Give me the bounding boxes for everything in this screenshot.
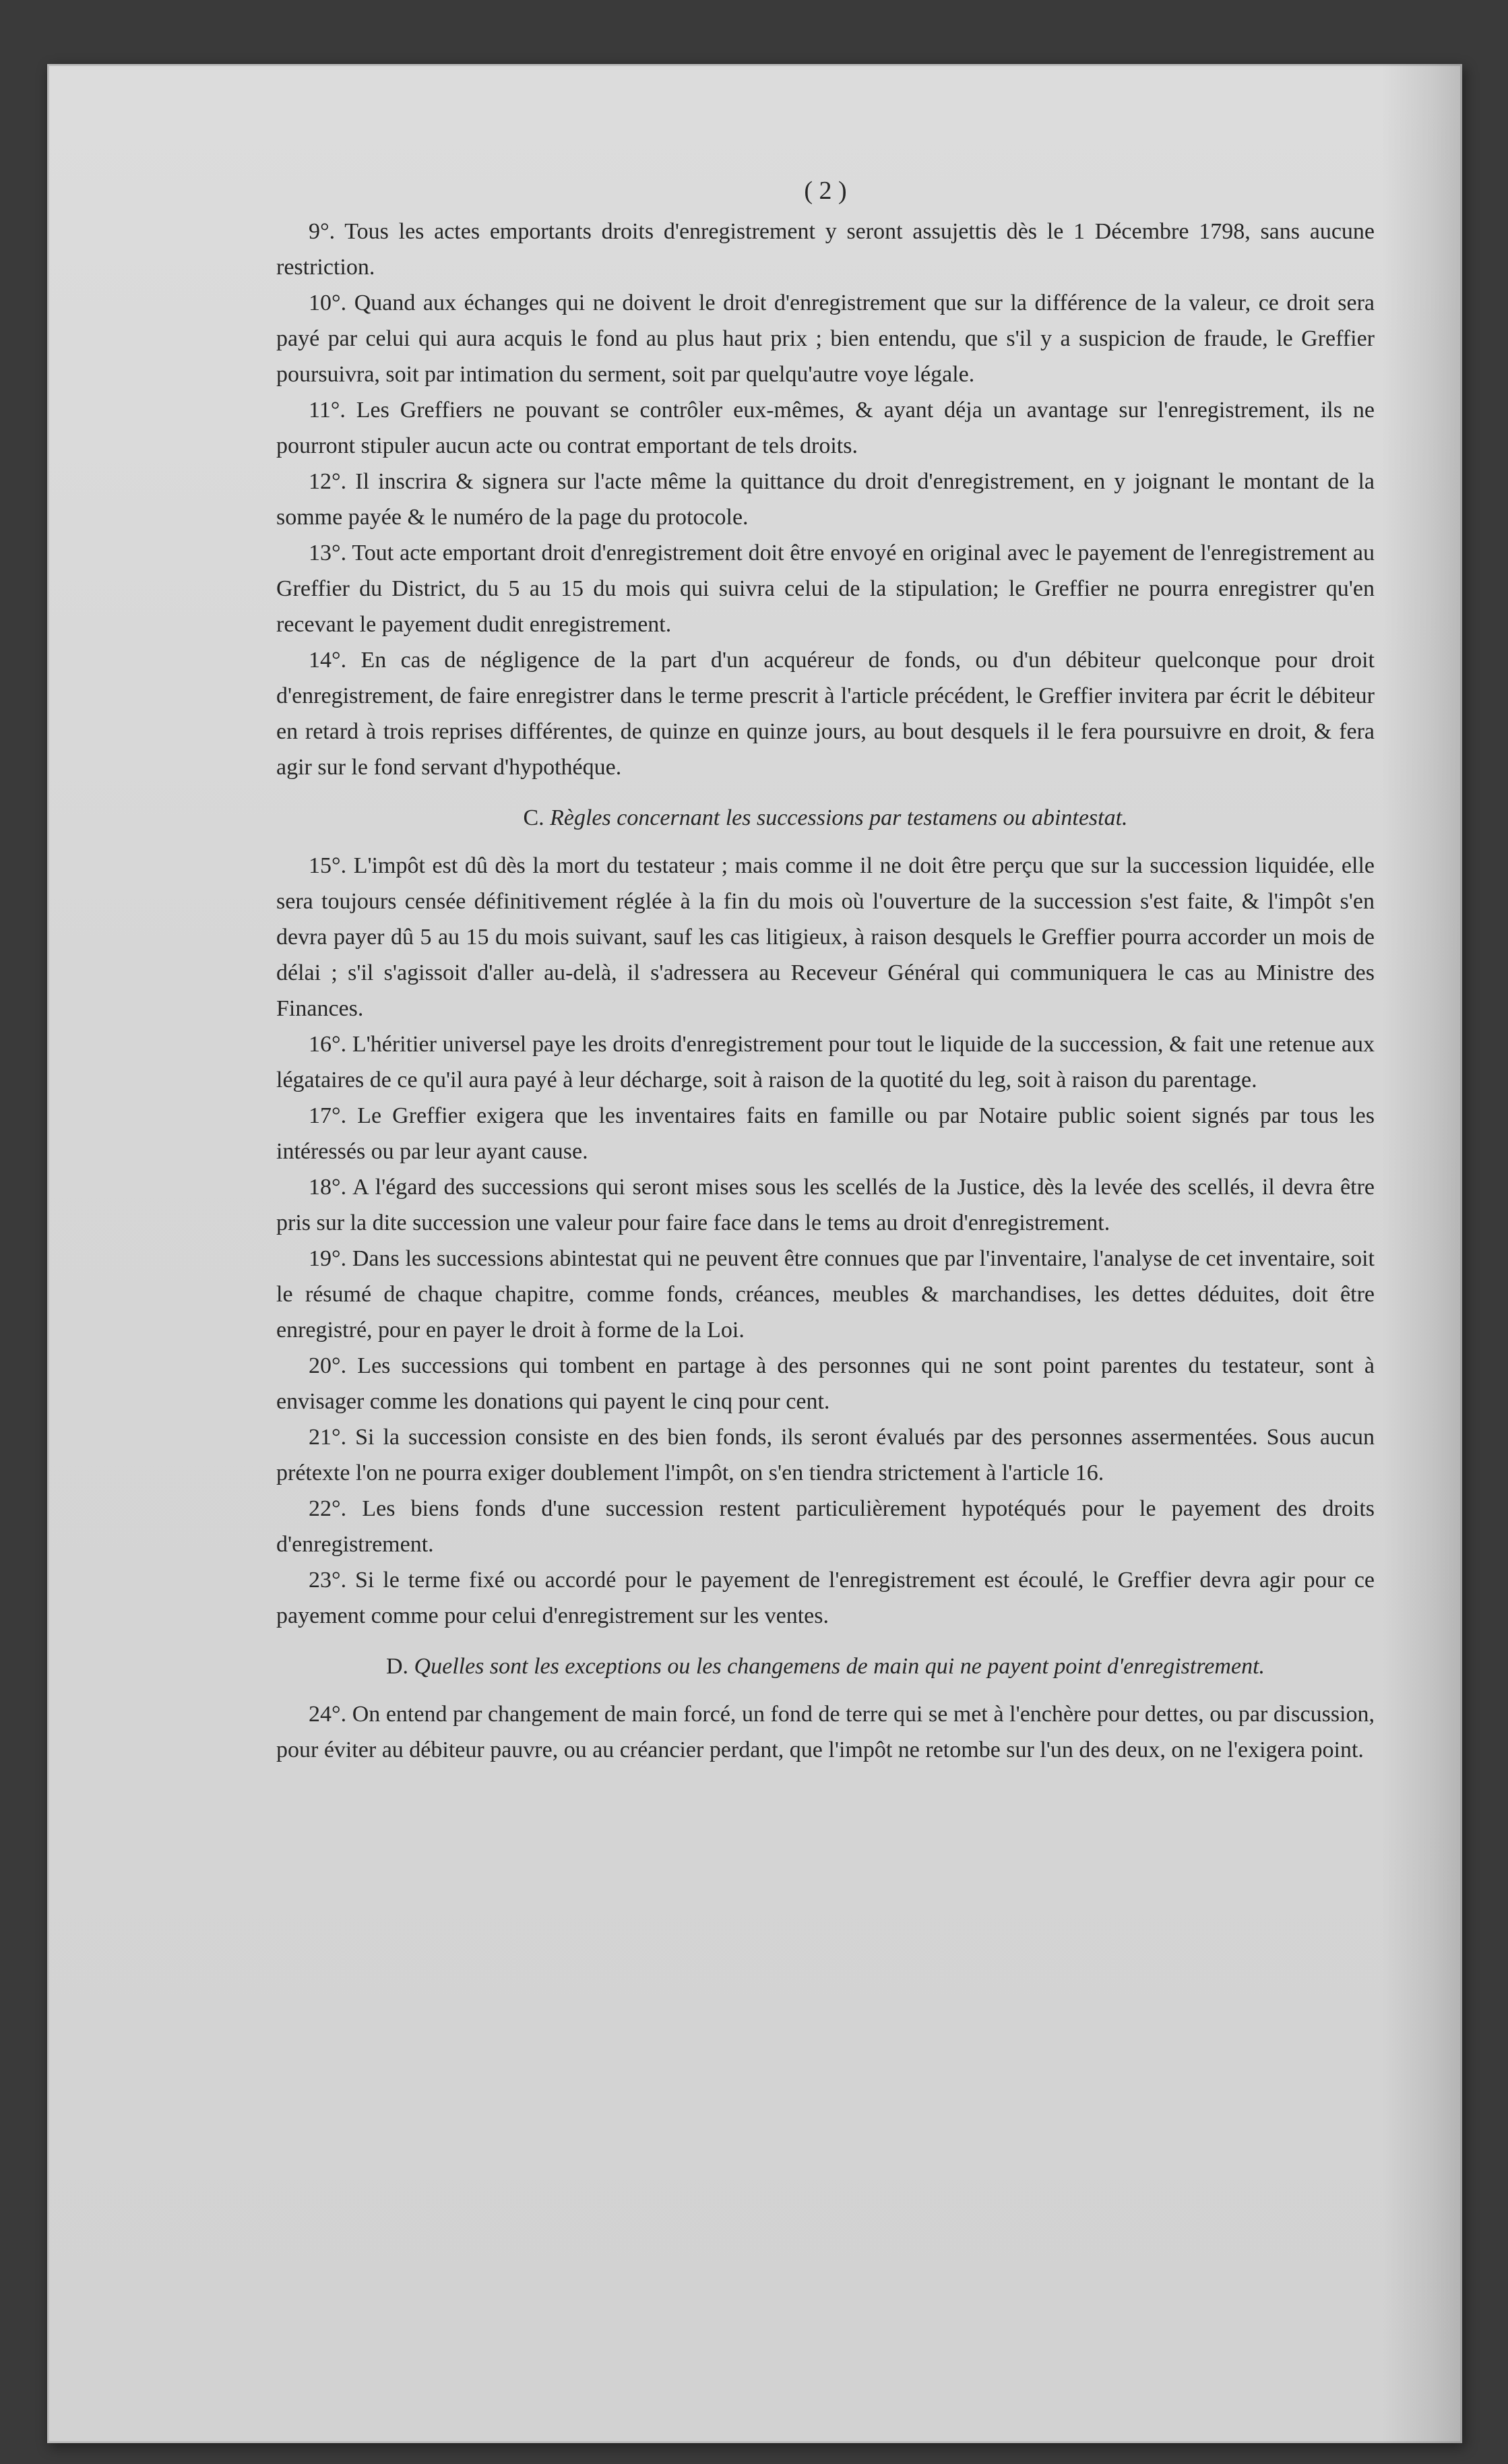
article-number: 9°. [309,219,336,244]
article-number: 21°. [309,1425,347,1450]
document-body [276,172,1375,1768]
article-text: Les successions qui tombent en partage à des personnes qui ne sont point parentes du testateur, sont à envisager comme les donations qui payent le cinq pour cent. [276,1353,1375,1414]
article-text: Si le terme fixé ou accordé pour le payement de l'enregistrement est écoulé, le Greffier devra agir pour ce payement comme pour celui d'enregistrement sur les ventes. [276,1568,1375,1628]
article-text: Tous les actes emportants droits d'enregistrement y seront assujettis dès le 1 Décembre 1798, sans aucune restriction. [276,219,1375,280]
article-number: 16°. [309,1032,347,1057]
articles-group-1 [276,214,1375,785]
article-paragraph [276,1491,1375,1562]
article-number: 19°. [309,1246,347,1271]
article-text: Si la succession consiste en des bien fonds, ils seront évalués par des personnes assermentées. Sous aucun prétexte l'on ne pourra exiger doublement l'impôt, on s'en tiendra strictement à l'article 16. [276,1425,1375,1485]
section-heading-d [276,1649,1375,1684]
article-text: L'héritier universel paye les droits d'enregistrement pour tout le liquide de la succession, & fait une retenue aux légataires de ce qu'il aura payé à leur décharge, soit à raison de la quotité du leg, soit à raison du parentage. [276,1032,1375,1092]
section-letter: C. [523,805,544,830]
article-paragraph [276,285,1375,392]
section-heading-c [276,800,1375,836]
article-text: Le Greffier exigera que les inventaires faits en famille ou par Notaire public soient signés par tous les intéressés ou par leur ayant cause. [276,1103,1375,1164]
article-paragraph [276,214,1375,285]
document-page [47,64,1462,2443]
article-paragraph [276,535,1375,642]
articles-group-3 [276,1696,1375,1768]
article-paragraph [276,848,1375,1026]
article-text: Les Greffiers ne pouvant se contrôler eux-mêmes, & ayant déja un avantage sur l'enregistrement, ils ne pourront stipuler aucun acte ou contrat emportant de tels droits. [276,398,1375,458]
article-number: 14°. [309,648,347,673]
section-letter: D. [385,1654,409,1679]
article-text: A l'égard des successions qui seront mises sous les scellés de la Justice, dès la levée des scellés, il devra être pris sur la dite succession une valeur pour faire face dans le tems au droit d'enregistrement. [276,1175,1375,1235]
article-number: 20°. [309,1353,347,1378]
article-number: 18°. [309,1175,347,1200]
article-paragraph [276,1562,1375,1634]
article-number: 17°. [309,1103,347,1128]
article-paragraph [276,1419,1375,1491]
section-title: Quelles sont les exceptions ou les changemens de main qui ne payent point d'enregistrement. [414,1654,1265,1679]
article-paragraph [276,1026,1375,1098]
article-paragraph [276,1348,1375,1419]
article-number: 15°. [309,853,347,878]
article-paragraph [276,642,1375,785]
article-number: 11°. [309,398,346,423]
article-text: L'impôt est dû dès la mort du testateur ; mais comme il ne doit être perçu que sur la succession liquidée, elle sera toujours censée définitivement réglée à la fin du mois où l'ouverture de la succession s'est faite, & l'impôt s'en devra payer dû 5 au 15 du mois suivant, sauf les cas litigieux, à raison desquels le Greffier pourra accorder un mois de délai ; s'il s'agissoit d'aller au-delà, il s'adressera au Receveur Général qui communiquera le cas au Ministre des Finances. [276,853,1375,1021]
article-text: Dans les successions abintestat qui ne peuvent être connues que par l'inventaire, l'analyse de cet inventaire, soit le résumé de chaque chapitre, comme fonds, créances, meubles & marchandises, les dettes déduites, doit être enregistré, pour en payer le droit à forme de la Loi. [276,1246,1375,1343]
article-paragraph [276,1696,1375,1768]
section-title: Règles concernant les successions par testamens ou abintestat. [550,805,1128,830]
article-text: Quand aux échanges qui ne doivent le droit d'enregistrement que sur la différence de la valeur, ce droit sera payé par celui qui aura acquis le fond au plus haut prix ; bien entendu, que s'il y a suspicion de fraude, le Greffier poursuivra, soit par intimation du serment, soit par quelqu'autre voye légale. [276,290,1375,387]
article-paragraph [276,464,1375,535]
article-number: 10°. [309,290,347,315]
article-paragraph [276,392,1375,464]
article-text: Il inscrira & signera sur l'acte même la quittance du droit d'enregistrement, en y joignant le montant de la somme payée & le numéro de la page du protocole. [276,469,1375,530]
article-number: 24°. [309,1702,347,1727]
article-number: 23°. [309,1568,347,1593]
article-text: En cas de négligence de la part d'un acquéreur de fonds, ou d'un débiteur quelconque pour droit d'enregistrement, de faire enregistrer dans le terme prescrit à l'article précédent, le Greffier invitera par écrit le débiteur en retard à trois reprises différentes, de quinze en quinze jours, au bout desquels il le fera poursuivre en droit, & fera agir sur le fond servant d'hypothéque. [276,648,1375,780]
article-number: 22°. [309,1496,347,1521]
article-text: On entend par changement de main forcé, un fond de terre qui se met à l'enchère pour dettes, ou par discussion, pour éviter au débiteur pauvre, ou au créancier perdant, que l'impôt ne retombe sur l'un des deux, on ne l'exigera point. [276,1702,1375,1762]
article-paragraph [276,1241,1375,1348]
articles-group-2 [276,848,1375,1634]
article-paragraph [276,1169,1375,1241]
article-number: 12°. [309,469,347,494]
article-number: 13°. [309,541,347,565]
article-text: Les biens fonds d'une succession restent particulièrement hypotéqués pour le payement des droits d'enregistrement. [276,1496,1375,1557]
article-text: Tout acte emportant droit d'enregistrement doit être envoyé en original avec le payement de l'enregistrement au Greffier du District, du 5 au 15 du mois qui suivra celui de la stipulation; le Greffier ne pourra enregistrer qu'en recevant le payement dudit enregistrement. [276,541,1375,637]
article-paragraph [276,1098,1375,1169]
page-edge-shadow [1381,64,1462,2443]
page-number: ( 2 ) [804,177,847,205]
